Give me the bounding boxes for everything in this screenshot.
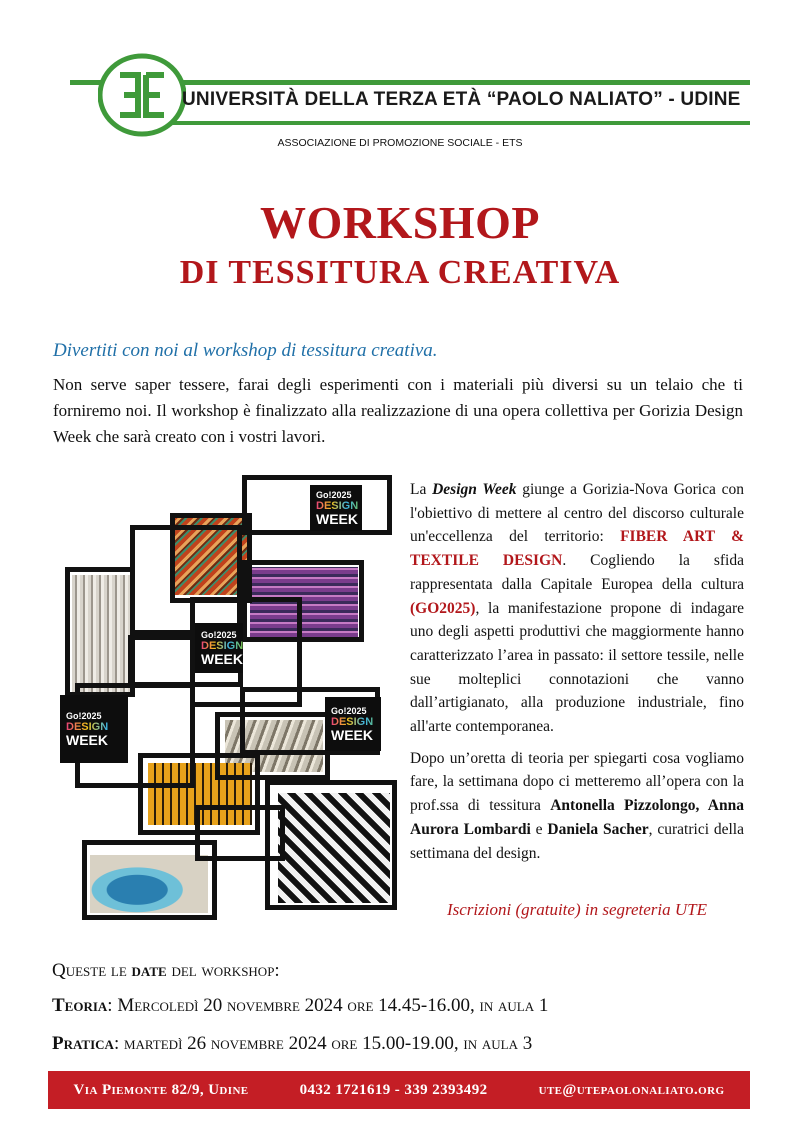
collage-frame xyxy=(170,513,252,603)
footer-address: Via Piemonte 82/9, Udine xyxy=(73,1081,249,1098)
footer-contact-bar xyxy=(48,1071,750,1109)
page-title: WORKSHOP xyxy=(259,197,541,248)
design-week-paragraph-1: La Design Week giunge a Gorizia-Nova Gorica con l'obiettivo di mettere al centro del discorso culturale un'eccellenza del territorio: FIBER ART & TEXTILE DESIGN. Cogliendo la sfida rappresentata dalla Capitale Europea della cultura (GO2025), la manifestazione propone di indagare uno degli aspetti produttivi che maggiormente hanno caratterizzato l’area in passato: il settore tessile, nelle sue molteplici connotazioni che vanno dall’artigianato, alla produzione industriale, fino all'arte contemporanea. xyxy=(410,481,744,736)
organization-name: UNIVERSITÀ DELLA TERZA ETÀ “PAOLO NALIATO” - UDINE xyxy=(182,89,741,110)
dates-intro: Queste le date del workshop: xyxy=(52,960,280,981)
design-week-logo: Go!2025 DESIGN WEEK xyxy=(60,695,128,763)
design-week-description xyxy=(410,478,744,873)
page-subtitle: DI TESSITURA CREATIVA xyxy=(179,254,621,291)
organization-subtitle: ASSOCIAZIONE DI PROMOZIONE SOCIALE - ETS xyxy=(277,137,523,149)
design-week-logo: Go!2025 DESIGN WEEK xyxy=(195,623,243,673)
date-practice: Pratica: martedì 26 novembre 2024 ore 15.00-19.00, in aula 3 xyxy=(52,1033,533,1054)
textile-collage xyxy=(60,475,400,920)
ute-logo-icon xyxy=(98,53,186,137)
date-theory: Teoria: Mercoledì 20 novembre 2024 ore 14.45-16.00, in aula 1 xyxy=(52,995,549,1016)
collage-frame xyxy=(65,567,135,697)
footer-phone[interactable]: 0432 1721619 - 339 2393492 xyxy=(299,1081,488,1098)
design-week-logo: Go!2025 DESIGN WEEK xyxy=(310,485,362,531)
design-week-logo: Go!2025 DESIGN WEEK xyxy=(325,697,381,751)
design-week-paragraph-2: Dopo un’oretta di teoria per spiegarti cosa vogliamo fare, la settimana dopo ci metteremo all’opera con la prof.ssa di tessitura Antonella Pizzolongo, Anna Aurora Lombardi e Daniela Sacher, curatrici della settimana del design. xyxy=(410,749,744,862)
header-green-line-bottom xyxy=(140,121,750,125)
footer-email[interactable]: ute@utepaolonaliato.org xyxy=(538,1081,725,1098)
tagline: Divertiti con noi al workshop di tessitura creativa. xyxy=(53,340,438,361)
enrollment-note: Iscrizioni (gratuite) in segreteria UTE xyxy=(446,900,707,919)
header xyxy=(70,50,750,140)
collage-frame xyxy=(195,805,285,861)
intro-paragraph: Non serve saper tessere, farai degli esperimenti con i materiali più diversi su un telaio che ti forniremo noi. Il workshop è finalizzato alla realizzazione di una opera collettiva per Gorizia Design Week che sarà creato con i vostri lavori. xyxy=(53,375,743,446)
